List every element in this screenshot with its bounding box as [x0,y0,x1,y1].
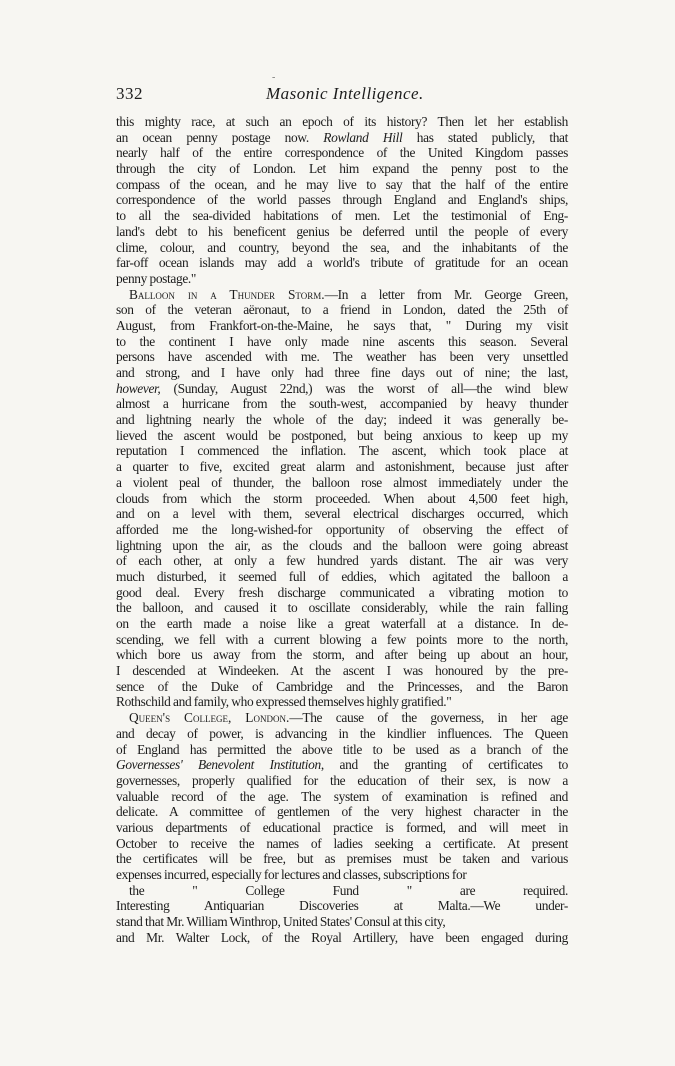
page-header [116,84,566,110]
text-line: scending, we fell with a current blowing a few points more to the north, [116,631,568,647]
text-line: nearly half of the entire correspondence of the United Kingdom passes [116,145,568,161]
text-line: penny postage." [116,270,197,286]
page-mark: - [272,72,276,83]
text-line: August, from Frankfort-on-the-Maine, he says that, " During my visit [116,317,568,333]
text-line: lightning upon the air, as the clouds and the balloon were going abreast [116,537,568,553]
text-line: afforded me the long-wished-for opportunity of observing the effect of [116,521,568,537]
text-line: the certificates will be free, but as premises must be taken and various [116,851,568,867]
text-line: through the city of London. Let him expand the penny post to the [116,161,568,177]
text-line: far-off ocean islands may add a world's tribute of gratitude for an ocean [116,255,568,271]
text-line: of England has permitted the above title to be used as a branch of the [116,741,568,757]
text-line: Interesting Antiquarian Discoveries at Malta.—We under- [116,898,568,914]
text-line: and strong, and I have only had three fine days out of nine; the last, [116,365,568,380]
text-line: I descended at Windeeken. At the ascent I was honoured by the pre- [116,663,568,679]
text-line: valuable record of the age. The system of examination is refined and [116,788,568,804]
text-line: the balloon, and caused it to oscillate considerably, while the rain falling [116,600,568,616]
text-line: and decay of power, is advancing in the kindlier influences. The Queen [116,725,568,741]
text-line: however, (Sunday, August 22nd,) was the worst of all—the wind blew [116,380,568,396]
body-text [116,114,568,945]
text-line: persons have ascended with me. The weather has been very unsettled [116,349,568,365]
text-line: and Mr. Walter Lock, of the Royal Artillery, have been engaged during [116,929,568,945]
text-line: expenses incurred, especially for lectures and classes, subscriptions for [116,867,467,882]
text-line: October to receive the names of ladies seeking a certificate. At present [116,835,568,851]
text-line: reputation I commenced the inflation. The ascent, which took place at [116,443,568,459]
text-line: good deal. Every fresh discharge communicated a vibrating motion to [116,584,568,600]
text-line: and on a level with them, several electrical discharges occurred, which [116,506,568,522]
section-heading: Queen's College, London. [129,710,290,726]
text-line: almost a hurricane from the south-west, accompanied by heavy thunder [116,396,568,412]
text-line: the " College Fund " are required. [129,882,568,898]
text-line: sence of the Duke of Cambridge and the Princesses, and the Baron [116,678,568,694]
text-line: an ocean penny postage now. Rowland Hill has stated publicly, that [116,129,569,145]
text-line: delicate. A committee of gentlemen of the very highest character in the [116,804,568,820]
section-heading: Balloon in a Thunder Storm. [129,286,325,302]
text-line: land's debt to his beneficent genius be deferred until the people of every [116,223,568,239]
text-line: a violent peal of thunder, the balloon rose almost immediately under the [116,474,568,490]
text-line: son of the veteran aëronaut, to a friend in London, dated the 25th of [116,302,568,318]
text-line: to the continent I have only made nine ascents this season. Several [116,333,568,349]
text-line: Governesses' Benevolent Institution, and the granting of certificates to [116,757,568,773]
text-line: and lightning nearly the whole of the day; indeed it was generally be- [116,412,568,428]
text-line: much disturbed, it seemed full of eddies, which agitated the balloon a [116,568,568,584]
text-line: Queen's College, London.—The cause of the governess, in her age [129,710,568,726]
page-number: 332 [116,84,143,103]
text-line: clime, colour, and country, beyond the sea, and the inhabitants of the [116,239,568,255]
text-line: to all the sea-divided habitations of men. Let the testimonial of Eng- [116,208,568,224]
text-line: governesses, properly qualified for the education of their sex, is now a [116,772,568,788]
text-line: various departments of educational practice is formed, and will meet in [116,819,568,835]
text-line: correspondence of the world passes through England and England's ships, [116,192,568,208]
text-line: Balloon in a Thunder Storm.—In a letter from Mr. George Green, [129,286,568,302]
text-line: on the earth made a noise like a great waterfall at a distance. In de- [116,616,568,631]
text-line: which bore us away from the storm, and after being up about an hour, [116,647,568,663]
text-line: lieved the ascent would be postponed, but being anxious to keep up my [116,427,568,443]
text-line: a quarter to five, excited great alarm and astonishment, because just after [116,459,568,475]
text-line: this mighty race, at such an epoch of its history? Then let her establish [116,114,568,129]
text-line: Rothschild and family, who expressed themselves highly gratified." [116,694,452,710]
running-title: Masonic Intelligence. [266,84,424,103]
text-line: stand that Mr. William Winthrop, United States' Consul at this city, [116,914,446,930]
text-line: of each other, at only a few hundred yards distant. The air was very [116,553,568,569]
text-line: compass of the ocean, and he may live to say that the half of the entire [116,176,568,192]
text-line: clouds from which the storm proceeded. When about 4,500 feet high, [116,490,568,506]
